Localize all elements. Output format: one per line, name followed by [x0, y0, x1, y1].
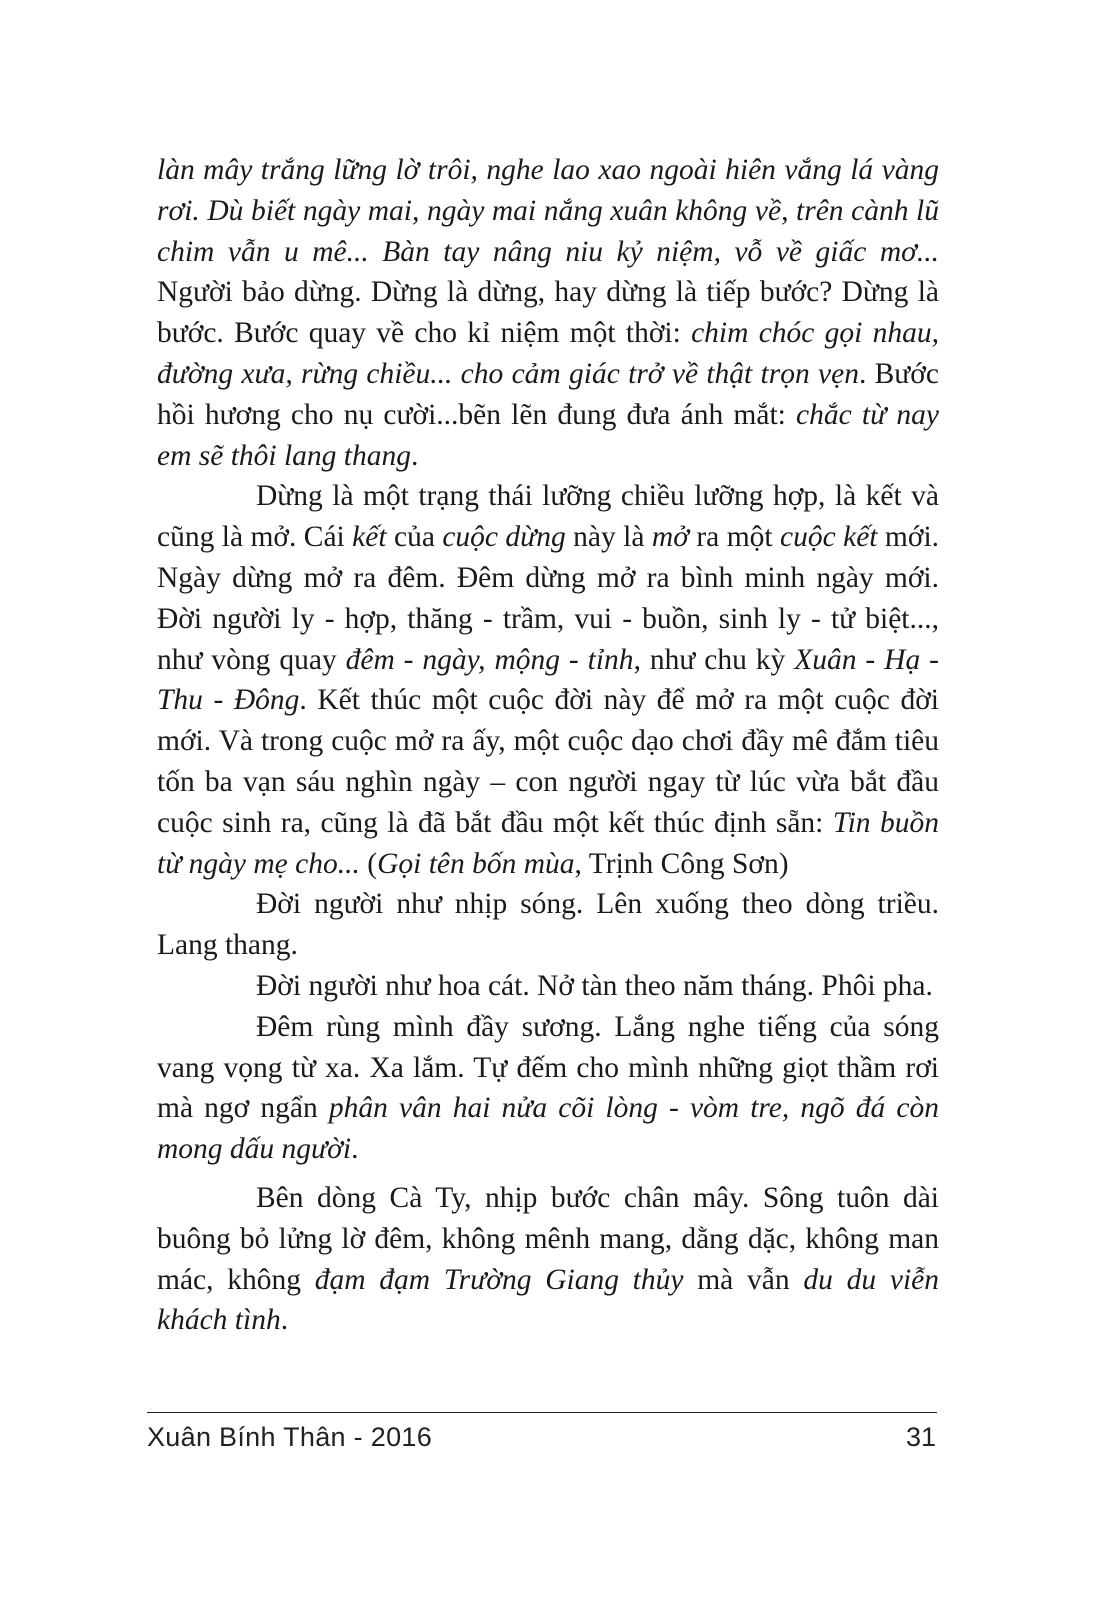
footer-title: Xuân Bính Thân - 2016 — [147, 1422, 433, 1452]
italic-quote: chắc từ nay em sẽ thôi lang thang — [157, 398, 939, 472]
text-run: . Bước hồi hương cho nụ cười...bẽn lẽn đung đưa ánh mắt: — [157, 357, 939, 431]
italic-quote: phân vân hai nửa cõi lòng - vòm tre, ngõ đá còn mong dấu người — [157, 1092, 940, 1166]
footer-divider — [147, 1412, 937, 1413]
text-run: ( — [359, 847, 378, 880]
italic-term: cuộc kết — [780, 521, 878, 554]
paragraph-6 — [157, 1178, 939, 1341]
page-number: 31 — [905, 1422, 936, 1452]
text-run: của — [386, 521, 443, 554]
italic-quote: chim chóc gọi nhau, đường xưa, rừng chiều... cho cảm giác trở về thật trọn vẹn — [157, 317, 939, 390]
text-run: mới. Ngày dừng mở ra đêm. Đêm dừng mở ra bình minh ngày mới. Đời người ly - hợp, thăng - trầm, vui - buồn, sinh ly - tử biệt..., như vòng quay — [157, 521, 940, 676]
italic-term: mở — [651, 521, 689, 554]
text-run: Bên dòng Cà Ty, nhịp bước chân mây. Sông tuôn dài buông bỏ lửng lờ đêm, không mênh mang, dằng dặc, không man mác, không — [157, 1181, 939, 1296]
italic-term: kết — [352, 521, 387, 554]
text-run: mà vẫn — [683, 1263, 804, 1296]
text-run: , Trịnh Công Sơn) — [574, 847, 789, 880]
italic-quote: du du viễn khách tình — [157, 1263, 939, 1337]
page-body — [157, 150, 939, 1341]
paragraph-4: Đời người như hoa cát. Nở tàn theo năm tháng. Phôi pha. — [256, 969, 933, 1002]
paragraph-3: Đời người như nhịp sóng. Lên xuống theo dòng triều. Lang thang. — [157, 888, 939, 962]
italic-term: cuộc dừng — [442, 521, 566, 554]
italic-term: đêm - ngày, mộng - tỉnh — [345, 643, 634, 676]
italic-quote: đạm đạm Trường Giang thủy — [314, 1263, 684, 1296]
italic-term: Xuân - Hạ - Thu - Đông — [157, 643, 939, 717]
text-run: . Kết thúc một cuộc đời này để mở ra một cuộc đời mới. Và trong cuộc mở ra ấy, một cuộc dạo chơi đầy mê đắm tiêu tốn ba vạn sáu nghìn ngày – con người ngay từ lúc vừa bắt đầu cuộc sinh ra, cũng là đã bắt đầu một kết thúc định sẵn: — [157, 684, 939, 839]
italic-quote: Tin buồn từ ngày mẹ cho... — [157, 806, 940, 880]
text-run: Đêm rùng mình đầy sương. Lắng nghe tiếng của sóng vang vọng từ xa. Xa lắm. Tự đếm cho mình những giọt thầm rơi mà ngơ ngẩn — [157, 1010, 939, 1125]
paragraph-2 — [157, 476, 939, 884]
text-run: ra một — [688, 521, 780, 554]
text-run: Người bảo dừng. Dừng là dừng, hay dừng là tiếp bước? Dừng là bước. Bước quay về cho kỉ niệm một thời: — [157, 276, 939, 350]
text-run: . — [280, 1304, 289, 1337]
italic-quote: làn mây trắng lững lờ trôi, nghe lao xao ngoài hiên vắng lá vàng rơi. Dù biết ngày mai, ngày mai nắng xuân không về, trên cành lũ chim vẫn u mê... Bàn tay nâng niu kỷ niệm, vỗ về giấc mơ... — [157, 154, 939, 268]
text-run: này là — [565, 521, 652, 554]
italic-song-title: Gọi tên bốn mùa — [377, 847, 575, 880]
paragraph-1 — [157, 150, 939, 476]
text-run: . — [411, 439, 419, 472]
text-run: Dừng là một trạng thái lưỡng chiều lưỡng hợp, là kết và cũng là mở. Cái — [157, 480, 939, 554]
paragraph-5 — [157, 1007, 939, 1170]
text-run: . — [351, 1133, 359, 1166]
text-run: , như chu kỳ — [633, 643, 795, 676]
